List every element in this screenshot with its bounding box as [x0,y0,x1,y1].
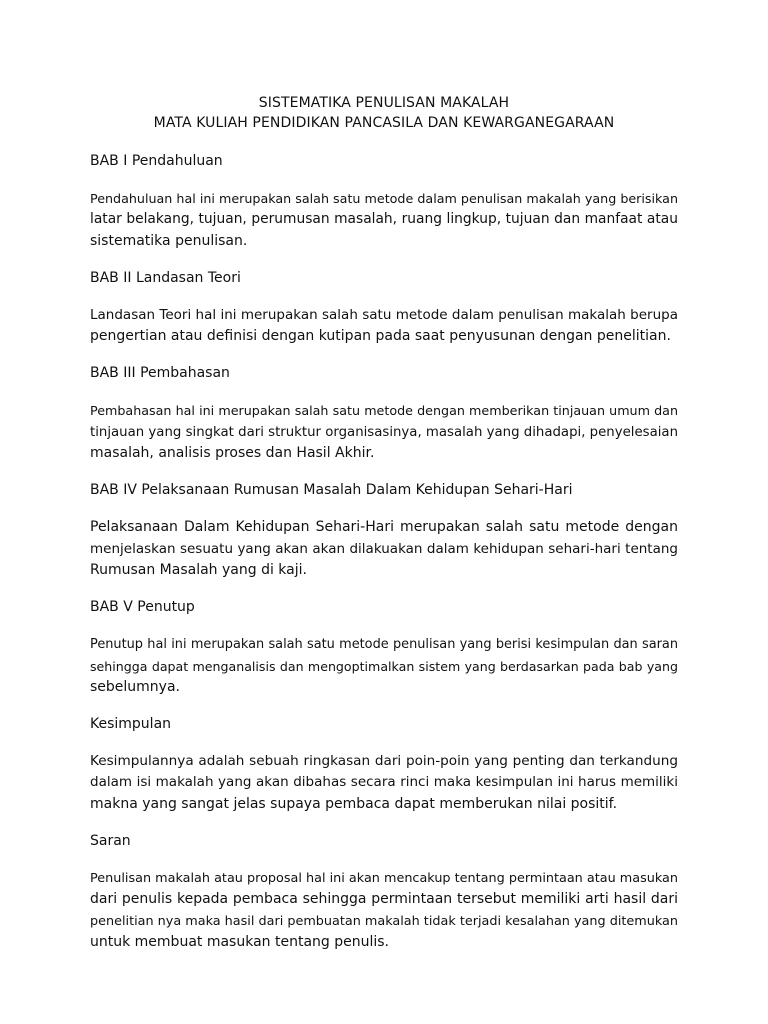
section-heading: BAB II Landasan Teori [90,269,241,286]
body-line: sebelumnya. [90,678,180,695]
body-line: Penutup hal ini merupakan salah satu metode penulisan yang berisi kesimpulan dan saran [90,637,678,653]
body-line: Pendahuluan hal ini merupakan salah satu metode dalam penulisan makalah yang berisikan [90,191,678,206]
title-line-2: MATA KULIAH PENDIDIKAN PANCASILA DAN KEWARGANEGARAAN [153,115,615,131]
body-line: sistematika penulisan. [90,232,248,249]
section-kesimpulan [90,714,678,815]
document-title [90,93,678,133]
body-line: penelitian nya maka hasil dari pembuatan makalah tidak terjadi kesalahan yang ditemukan [90,913,678,929]
section-bab-2 [90,268,678,348]
section-heading: BAB V Penutup [90,599,195,616]
section-heading: BAB IV Pelaksanaan Rumusan Masalah Dalam Kehidupan Sehari-Hari [90,482,573,499]
section-body [90,400,678,464]
body-line: dalam isi makalah yang akan dibahas secara rinci maka kesimpulan ini harus memiliki [90,774,678,791]
body-line: dari penulis kepada pembaca sehingga permintaan tersebut memiliki arti hasil dari [90,891,678,908]
section-heading: Kesimpulan [90,716,172,733]
body-line: menjelaskan sesuatu yang akan akan dilakuakan dalam kehidupan sehari-hari tentang [90,540,678,557]
body-line: latar belakang, tujuan, perumusan masalah, ruang lingkup, tujuan dan manfaat atau [90,211,678,228]
section-heading: Saran [90,833,131,850]
body-line: Pembahasan hal ini merupakan salah satu metode dengan memberikan tinjauan umum dan [90,403,678,419]
body-line: untuk membuat masukan tentang penulis. [90,933,390,950]
section-heading: BAB III Pembahasan [90,365,230,382]
section-body [90,751,678,815]
body-line: masalah, analisis proses dan Hasil Akhir. [90,445,375,462]
section-body [90,517,678,581]
body-line: pengertian atau definisi dengan kutipan pada saat penyusunan dengan penelitian. [90,328,671,345]
body-line: sehingga dapat menganalisis dan mengoptimalkan sistem yang berdasarkan pada bab yang [90,658,678,674]
body-line: tinjauan yang singkat dari struktur organisasinya, masalah yang dihadapi, penyelesaian [90,424,678,440]
body-line: Rumusan Masalah yang di kaji. [90,561,307,578]
body-line: makna yang sangat jelas supaya pembaca dapat memberukan nilai positif. [90,795,618,812]
section-body [90,305,678,348]
section-bab-3 [90,363,678,464]
section-saran [90,831,678,953]
section-bab-4 [90,480,678,581]
section-body [90,868,678,953]
body-line: Landasan Teori hal ini merupakan salah satu metode dalam penulisan makalah berupa [90,306,678,323]
title-line-1: SISTEMATIKA PENULISAN MAKALAH [258,95,510,111]
section-body [90,634,678,698]
body-line: Kesimpulannya adalah sebuah ringkasan dari poin-poin yang penting dan terkandung [90,753,678,770]
section-bab-1 [90,151,678,252]
section-bab-5 [90,597,678,698]
body-line: Pelaksanaan Dalam Kehidupan Sehari-Hari merupakan salah satu metode dengan [90,519,678,536]
body-line: Penulisan makalah atau proposal hal ini akan mencakup tentang permintaan atau masukan [90,871,678,887]
section-heading: BAB I Pendahuluan [90,153,223,169]
section-body [90,188,678,252]
